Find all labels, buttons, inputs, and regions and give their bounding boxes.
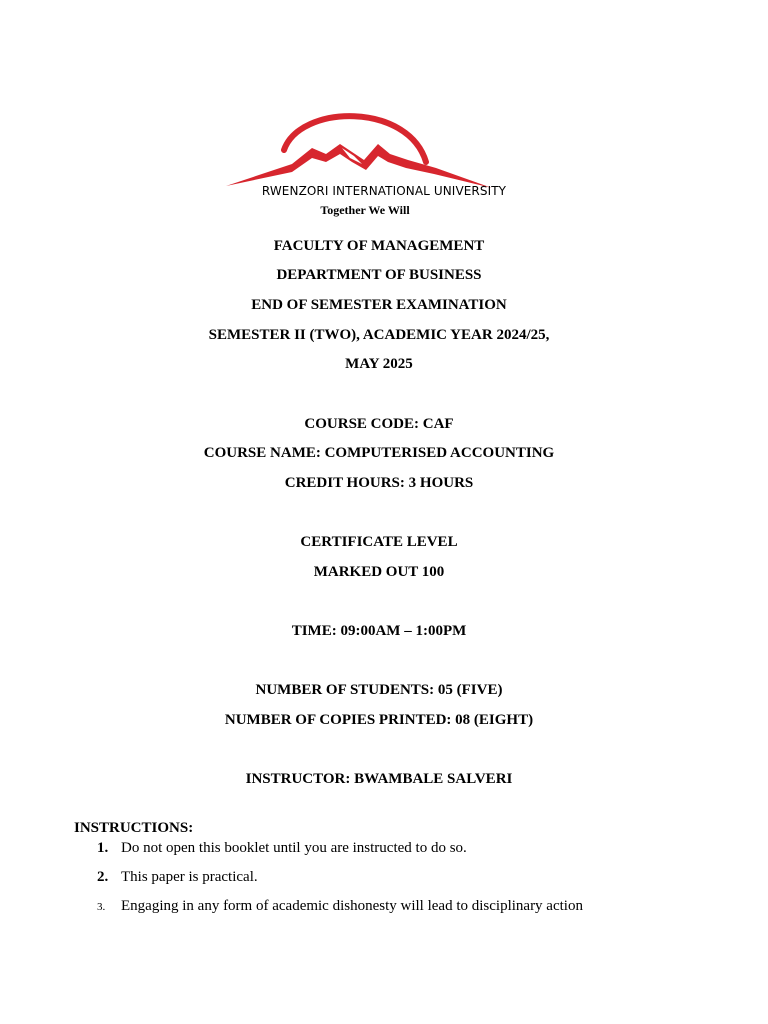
university-logo xyxy=(222,104,502,196)
instructions-title: INSTRUCTIONS: xyxy=(74,820,194,836)
instruction-text: Engaging in any form of academic dishonesty will lead to disciplinary action xyxy=(121,898,583,914)
instruction-text: This paper is practical. xyxy=(121,869,258,885)
instruction-number: 3. xyxy=(97,901,106,913)
semester-line: SEMESTER II (TWO), ACADEMIC YEAR 2024/25, xyxy=(208,327,550,343)
time-line: TIME: 09:00AM – 1:00PM xyxy=(291,623,467,639)
logo-mountains xyxy=(226,144,492,188)
exam-type-line: END OF SEMESTER EXAMINATION xyxy=(251,297,507,313)
copies-line: NUMBER OF COPIES PRINTED: 08 (EIGHT) xyxy=(224,712,534,728)
department-line: DEPARTMENT OF BUSINESS xyxy=(276,267,482,283)
marks-line: MARKED OUT 100 xyxy=(313,564,445,580)
instruction-text: Do not open this booklet until you are instructed to do so. xyxy=(121,840,467,856)
instruction-item xyxy=(97,840,467,857)
students-line: NUMBER OF STUDENTS: 05 (FIVE) xyxy=(255,682,503,698)
instruction-number: 1. xyxy=(97,840,109,856)
exam-date-line: MAY 2025 xyxy=(345,356,413,372)
instruction-item xyxy=(97,869,258,886)
faculty-line: FACULTY OF MANAGEMENT xyxy=(273,238,485,254)
course-name: COURSE NAME: COMPUTERISED ACCOUNTING xyxy=(203,445,555,461)
instruction-number: 2. xyxy=(97,869,109,885)
university-motto: Together We Will xyxy=(320,203,410,217)
instructor-line: INSTRUCTOR: BWAMBALE SALVERI xyxy=(245,771,513,787)
level-line: CERTIFICATE LEVEL xyxy=(300,534,458,550)
instruction-item xyxy=(97,898,583,915)
course-code: COURSE CODE: CAF xyxy=(304,416,454,432)
university-name: RWENZORI INTERNATIONAL UNIVERSITY xyxy=(261,184,507,198)
credit-hours: CREDIT HOURS: 3 HOURS xyxy=(284,475,474,491)
